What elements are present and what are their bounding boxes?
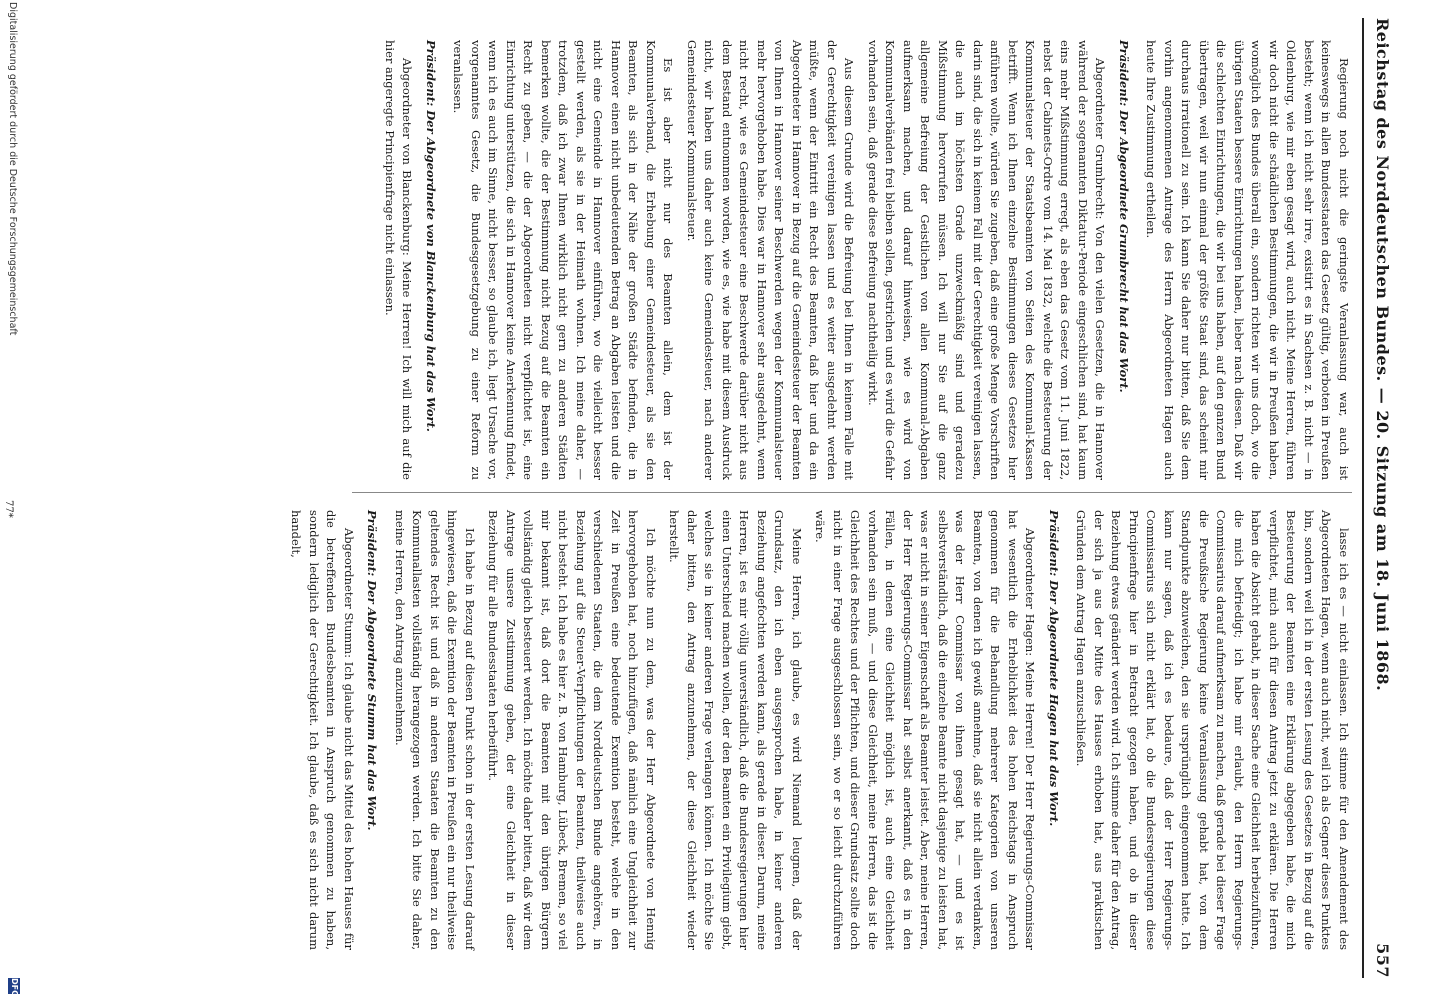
paragraph: lasse ich es — nicht einlassen. Ich stimme für den Amendement des Abgeordneten Hagen, wenn auch nicht, weil ich als Gegner dieses Punktes bin, sondern weil ich in der ersten Lesung des Gesetzes in Bezug auf die Besteuerung der Beamten eine Erklärung abgegeben habe, die mich verpflichtet, mich auch für diesen Antrag jetzt zu erklären. Die Herren haben die Absicht gehabt, in dieser Sache eine Gleichheit herbeizuführen, die mich befriedigt; ich habe mir erlaubt, den Herrn Regierungs-Commissarius darauf aufmerksam zu machen, daß gerade bei dieser Frage die Preußische Regierung keine Veranlassung gehabt hat, von dem Standpunkte abzuweichen, den sie ursprünglich eingenommen hatte. Ich kann nur sagen, daß ich es bedaure, daß der Herr Regierungs-Commissarius sich nicht erklärt hat, ob die Bundesregierungen diese Principienfrage hier in Betracht gezogen haben, und ob in dieser Beziehung etwas geändert werden wird. Ich stimme daher für den Antrag, der sich ja aus der Mitte des Hauses erhoben hat, aus praktischen Gründen dem Antrag Hagen anzuschließen. [1074,510,1351,950]
dfg-logo: DFG [10,978,19,997]
paragraph: Ich habe in Bezug auf diesen Punkt schon in der ersten Lesung darauf hingewiesen, daß die Exemtion der Beamten in Preußen ein nur theilweise geltendes Recht ist und daß in anderen Staaten die Beamten zu den Kommunallasten vollständig herangezogen werden. Ich bitte Sie daher, meine Herren, den Antrag anzunehmen. [393,510,477,950]
header-title: Reichstag des Norddeutschen Bundes. — 20. Sitzung am 18. Juni 1868. [1373,18,1392,692]
column-divider [352,492,1352,493]
paragraph: Abgeordneter von Blanckenburg: Meine Herren! Ich will mich auf die hier angeregte Principienfrage nicht einlassen. [383,40,415,480]
paragraph: Abgeordneter Hagen: Meine Herren! Der Herr Regierungs-Commissar hat wesentlich die Erheblichkeit des hohen Reichstags in Anspruch genommen für die Behandlung mehrerer Kategorien von unseren Beamten, von denen ich gewiß annehme, daß sie nicht allein verdanken, was der Herr Commissar von ihnen gesagt hat, — und es ist selbstverständlich, daß die einzelne Beamte nicht dasjenige zu leisten hat, was er nicht in seiner Eigenschaft als Beamter leistet. Aber, meine Herren, der Herr Regierungs-Commissar hat selbst anerkannt, daß es in den Fällen, in denen eine Gleichheit möglich ist, auch eine Gleichheit vorhanden sein muß, — und diese Gleichheit, meine Herren, das ist die Gleichheit des Rechtes und der Pflichten, und dieser Grundsatz sollte doch nicht in einer Frage ausgeschlossen sein, wo er so leicht durchzuführen wäre. [813,510,1038,950]
page-mark: 77* [3,500,14,518]
paragraph: Aus diesem Grunde wird die Befreiung bei Ihnen in keinem Falle mit der Gerechtigkeit vereinigen lassen und es weiter ausgedehnt werden müßte, wenn der Eintritt ein Recht des Beamten, daß hier und da ein Abgeordneter in Hannover in Bezug auf die Gemeindesteuer der Beamten von Ihnen in Hannover seiner Beschwerden wegen der Kommunalsteuer mehr hervorgehoben habe. Dies war in Hannover sehr ausgedehnt, wenn nicht recht, wie es Gemeindesteuer eine Beschwerde darüber nicht aus dem Bestand entnommen worden, wie es, wie habe mit diesem Ausdruck nicht, wir haben uns daher auch keine Gemeindesteuer, nach anderer Gemeindesteuer Kommunalsteuer. [685,40,857,480]
digitization-note: Digitalisierung gefördert durch die Deutsche Forschungsgemeinschaft [7,2,18,336]
speaker-line: Präsident: Der Abgeordnete von Blanckenburg hat das Wort. [424,40,438,432]
speaker-line: Präsident: Der Abgeordnete Stumm hat das Wort. [365,510,380,831]
paragraph: Abgeordneter Stumm: Ich glaube nicht das Mittel des hohen Hauses für die betreffenden Bundesbeamten in Anspruch genommen zu haben, sondern lediglich der Gerechtigkeit. Ich glaube, daß es sich nicht darum handelt, [289,510,356,950]
text-column-right [289,510,1352,950]
paragraph: Es ist aber nicht nur des Beamten allein, dem ist der Kommunalverband, die Erhebung einer Gemeindesteuer, als sie den Beamten, als sich in der Nähe der großen Städte befinden, die in Hannover einen nicht unbedeutenden Betrag an Abgaben leisten und die nicht eine Gemeinde in Hannover einführen, wo die vielleicht besser gestellt werden, als sie in der Heimath wohnen. Ich meine daher, — trotzdem, daß ich zwar Ihnen wirklich nicht gern zu anderen Städten bemerken wollte, die der Bestimmung nicht Bezug auf die Beamten ein Recht zu geben, — die der Abgeordneten nicht verpflichtet ist, eine Einrichtung unterstützen, die sich in Hannover keine Anerkennung findet, wenn ich es auch im Sinne, nicht besser, so glaube ich, liegt Ursache vor, vorgenanntes Gesetz, die Bundesgesetzgebung zu einer Reform zu veranlassen. [451,40,676,480]
speaker-line: Präsident: Der Abgeordnete Hagen hat das Wort. [1047,510,1061,827]
digitization-footer [0,0,28,1000]
paragraph: Regierung noch nicht die geringste Veranlassung war, auch ist keineswegs in allen Bundesstaaten das Gesetz gültig, verboten in Preußen besteht; wenn ich nicht sehr irre, existirt es in Sachsen z. B. nicht — in Oldenburg, wie mir eben gesagt wird, auch nicht. Meine Herren, führen wir doch nicht die schädlichen Bestimmungen, die wir in Preußen haben, womöglich des Bundes überall ein, sondern richten wir uns doch, wo die übrigen Staaten bessere Einrichtungen haben, lieber nach diesen. Daß wir die schlechten Einrichtungen, die wir bei uns haben, auf den ganzen Bund übertragen, weil wir nun einmal der größte Staat sind, das scheint mir durchaus irrationell zu sein. Ich kann Sie daher nur bitten, daß Sie dem vorhin angenommenen Antrage des Herrn Abgeordneten Hagen auch heute Ihre Zustimmung ertheilen. [1144,40,1351,480]
paragraph: Meine Herren, ich glaube, es wird Niemand leugnen, daß der Grundsatz, den ich eben ausgesprochen habe, in keiner anderen Beziehung angefochten werden kann, als gerade in dieser. Darum, meine Herren, ist es mir völlig unverständlich, daß die Bundesregierungen hier einen Unterschied machen wollen, der den Beamten ein Privilegium giebt, welches sie in keiner anderen Frage verlangen können. Ich möchte Sie daher bitten, den Antrag anzunehmen, der diese Gleichheit wieder herstellt. [667,510,804,950]
page-number: 557 [1373,943,1392,978]
paragraph: Ich möchte nun zu dem, was der Herr Abgeordnete von Hennig hervorgehoben hat, noch hinzufügen, daß nämlich eine Ungleichheit zur Zeit in Preußen eine bedeutende Exemtion besteht, welche in den verschiedenen Staaten, die dem Norddeutschen Bunde angehören, in Beziehung auf die Steuer-Verpflichtungen der Beamten, theilweise auch nicht besteht. Ich habe es hier z. B. von Hamburg, Lübeck, Bremen, so viel mir bekannt ist, daß dort die Beamten mit den übrigen Bürgern vollständig gleich besteuert werden. Ich möchte daher bitten, daß wir dem Antrage unsere Zustimmung geben, der eine Gleichheit in dieser Beziehung für alle Bundesstaaten herbeiführt. [486,510,658,950]
speaker-line: Präsident: Der Abgeordnete Grumbrecht hat das Wort. [1117,40,1131,393]
paragraph: Abgeordneter Grumbrecht: Von den vielen Gesetzen, die in Hannover während der sogenannten Diktatur-Periode eingeschlichen sind, hat kaum eins mehr Mißstimmung erregt, als eben das Gesetz vom 11. Juni 1822, nebst der Cabinets-Ordre vom 14. Mai 1832, welche die Besteuerung der Kommunalsteuer der Staatsbeamten von Seiten des Kommunal-Kassen betrifft. Wenn ich Ihnen einzelne Bestimmungen dieses Gesetzes hier anführen wollte, würden Sie zugeben, daß eine große Menge Vorschriften darin sind, die sich in keinem Fall mit der Gerechtigkeit vereinigen lassen, die auch im höchsten Grade unzweckmäßig sind und geradezu Mißstimmung hervorrufen müssen. Ich will nur Sie auf die ganz allgemeine Befreiung der Geistlichen von allen Kommunal-Abgaben aufmerksam machen, und darauf hinweisen, wie es wird von Kommunalverbänden frei bleiben sollen, gestrichen und es wird die Gefahr vorhanden sein, daß gerade diese Befreiung nachtheilig wirkt. [866,40,1108,480]
text-column-left [352,40,1352,480]
running-header [1362,18,1398,978]
